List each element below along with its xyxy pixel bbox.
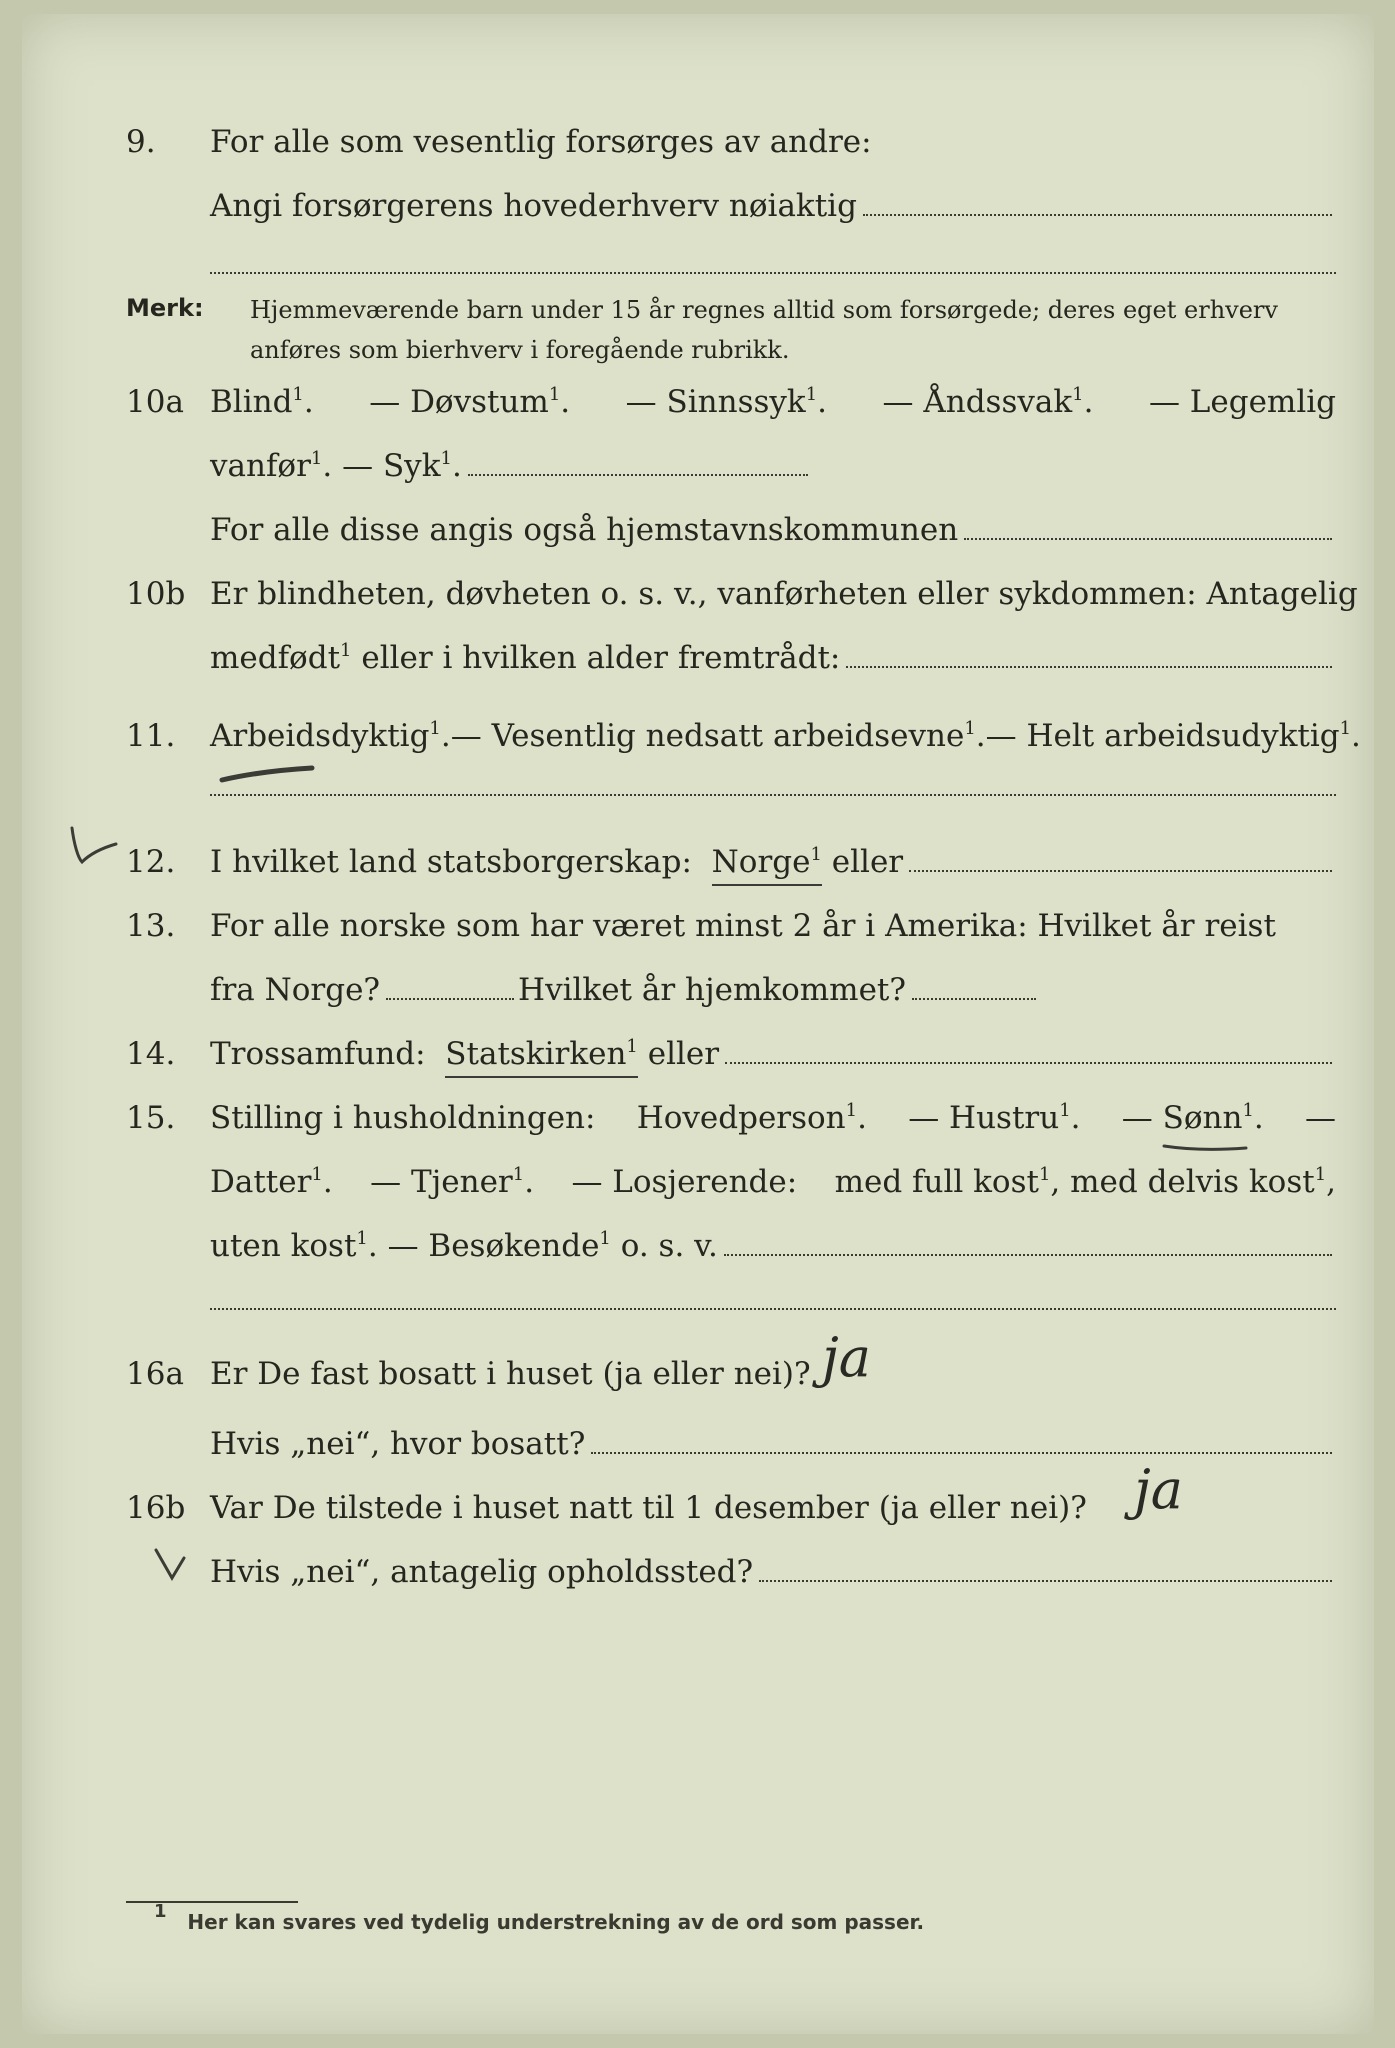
q15-number: 15. (126, 1100, 176, 1136)
q13-reist-field[interactable] (386, 998, 514, 1000)
q15-option-datter: Datter$^1$. (210, 1164, 333, 1200)
q14-number: 14. (126, 1036, 176, 1072)
q13-row-1 (126, 904, 1336, 948)
q16b-opholdssted-field[interactable] (759, 1580, 1332, 1582)
q15-option-uten-kost: uten kost$^1$. (210, 1228, 388, 1264)
q11-answer-field[interactable] (210, 794, 1336, 796)
footnote (154, 1901, 925, 1934)
q15-option-hustru: — Hustru$^1$. (908, 1100, 1081, 1136)
q16a-row-1 (126, 1352, 1336, 1396)
footnote-rule (126, 1901, 298, 1903)
q16a-bosatt-field[interactable] (591, 1452, 1332, 1454)
q16a-line-1: Er De fast bosatt i huset (ja eller nei)? (210, 1356, 811, 1392)
q16b-number: 16b (126, 1490, 186, 1526)
q10a-option-vanfor: vanfør$^1$. (210, 448, 343, 484)
q15-option-full-kost: med full kost$^1$, med delvis kost$^1$, (834, 1164, 1336, 1200)
q9-answer-field[interactable] (863, 214, 1332, 216)
q15-underline-mark (1160, 1138, 1250, 1158)
q11-number: 11. (126, 718, 176, 754)
q15-line-3 (210, 1224, 1336, 1268)
q10a-line-3-text: For alle disse angis også hjemstavnskommunen (210, 512, 959, 548)
q11-row (126, 714, 1361, 758)
q13-line-2 (210, 968, 1336, 1012)
q15-option-losjerende: — Losjerende: (571, 1164, 798, 1200)
q16b-handwritten-answer[interactable]: ja (1134, 1458, 1183, 1521)
q9-row-2 (126, 184, 1336, 228)
q10a-row-1 (126, 380, 1336, 424)
q12-option-norge: Norge$^1$ (712, 840, 822, 886)
form-page (22, 14, 1374, 2034)
q10a-line-3 (210, 508, 1336, 552)
q14-row (126, 1032, 1336, 1076)
merk-text: Hjemmeværende barn under 15 år regnes alltid som forsørgede; deres eget erhverv anføres som bierhverv i foregående rubrikk. (250, 296, 1278, 364)
q15-row-2 (126, 1160, 1336, 1204)
q10b-line-2-text: eller i hvilken alder fremtrådt: (361, 640, 841, 676)
q15-line-1 (210, 1096, 1336, 1140)
q15-answer-field[interactable] (724, 1254, 1332, 1256)
q15-osv: o. s. v. (620, 1228, 718, 1264)
q14-option-statskirken: Statskirken$^1$ (445, 1032, 638, 1078)
q10a-line-1 (210, 380, 1336, 424)
q16b-line-1: Var De tilstede i huset natt til 1 desember (ja eller nei)? (210, 1490, 1087, 1526)
q13-text-hjemkommet: Hvilket år hjemkommet? (518, 972, 907, 1008)
q13-hjemkommet-field[interactable] (912, 998, 1036, 1000)
q9-number: 9. (126, 124, 156, 160)
q9-line-2-text: Angi forsørgerens hovederhverv nøiaktig (210, 188, 857, 224)
q16a-line-2-text: Hvis „nei“, hvor bosatt? (210, 1426, 586, 1462)
q10b-row-2 (126, 636, 1336, 680)
q12-text: I hvilket land statsborgerskap: (210, 844, 692, 880)
q12-number: 12. (126, 844, 176, 880)
merk-label: Merk: (126, 294, 204, 322)
q13-line-1: For alle norske som har været minst 2 år i Amerika: Hvilket år reist (210, 908, 1276, 944)
q10a-hjemstavn-field[interactable] (964, 538, 1332, 540)
q10b-line-1: Er blindheten, døvheten o. s. v., vanførheten eller sykdommen: Antagelig (210, 576, 1358, 612)
q10a-number: 10a (126, 384, 184, 420)
q12-line (210, 840, 1336, 884)
q15-row-1 (126, 1096, 1336, 1140)
q16b-row-2 (126, 1550, 1336, 1594)
q10a-row-3 (126, 508, 1336, 552)
q10b-row-1 (126, 572, 1358, 616)
q15-row-3 (126, 1224, 1336, 1268)
q9-line-1: For alle som vesentlig forsørges av andre: (210, 124, 872, 160)
q10a-option-legemlig: — Legemlig (1148, 384, 1336, 420)
q14-line (210, 1032, 1336, 1076)
q10b-option-medfodt: medfødt$^1$ (210, 640, 352, 676)
q16a-handwritten-answer[interactable]: ja (822, 1326, 871, 1389)
q10a-row-2 (126, 444, 1336, 488)
q13-number: 13. (126, 908, 176, 944)
q15-option-tjener: — Tjener$^1$. (370, 1164, 535, 1200)
q12-row (126, 840, 1336, 884)
q10a-option-syk: — Syk$^1$. (342, 448, 462, 484)
q15-dash: — (1305, 1100, 1336, 1136)
q11-option-nedsatt: — Vesentlig nedsatt arbeidsevne$^1$. (450, 718, 986, 754)
q11-option-arbeidsdyktig: Arbeidsdyktig$^1$. (210, 718, 451, 754)
q13-row-2 (126, 968, 1336, 1012)
q16b-line-2 (210, 1550, 1336, 1594)
q14-text: Trossamfund: (210, 1036, 426, 1072)
q14-answer-field[interactable] (725, 1062, 1332, 1064)
q11-line (210, 714, 1361, 758)
q9-answer-field-2[interactable] (210, 272, 1336, 274)
q15-label: Stilling i husholdningen: (210, 1100, 596, 1136)
q15-answer-field-2[interactable] (210, 1308, 1336, 1310)
q15-line-2 (210, 1160, 1336, 1204)
q10a-option-dovstum: — Døvstum$^1$. (369, 384, 571, 420)
check-mark-icon (62, 814, 122, 874)
q9-row-1 (126, 120, 1336, 164)
q15-option-sonn: — Sønn$^1$. (1121, 1100, 1264, 1136)
q16b-line-2-text: Hvis „nei“, antagelig opholdssted? (210, 1554, 754, 1590)
q9-line-2 (210, 184, 1336, 228)
q15-option-hovedperson: Hovedperson$^1$. (636, 1100, 867, 1136)
q10b-answer-field[interactable] (846, 666, 1332, 668)
q12-suffix: eller (831, 844, 904, 880)
q10a-option-blind: Blind$^1$. (210, 384, 314, 420)
q11-option-udyktig: — Helt arbeidsudyktig$^1$. (985, 718, 1361, 754)
q13-text-reist: fra Norge? (210, 972, 381, 1008)
q14-suffix: eller (647, 1036, 720, 1072)
q10a-option-sinnssyk: — Sinnssyk$^1$. (625, 384, 828, 420)
q10a-line-2 (210, 444, 1336, 488)
q12-answer-field[interactable] (909, 870, 1332, 872)
q15-option-besokende: — Besøkende$^1$ (387, 1228, 611, 1264)
q10b-line-2 (210, 636, 1336, 680)
q11-underline-mark (218, 760, 318, 790)
q10a-syk-field[interactable] (468, 474, 808, 476)
q10a-option-andssvak: — Åndssvak$^1$. (882, 384, 1094, 420)
q10b-number: 10b (126, 576, 186, 612)
footnote-text: Her kan svares ved tydelig understrekning av de ord som passer. (187, 1910, 925, 1934)
q16a-number: 16a (126, 1356, 184, 1392)
footnote-mark: 1 (154, 1901, 167, 1922)
